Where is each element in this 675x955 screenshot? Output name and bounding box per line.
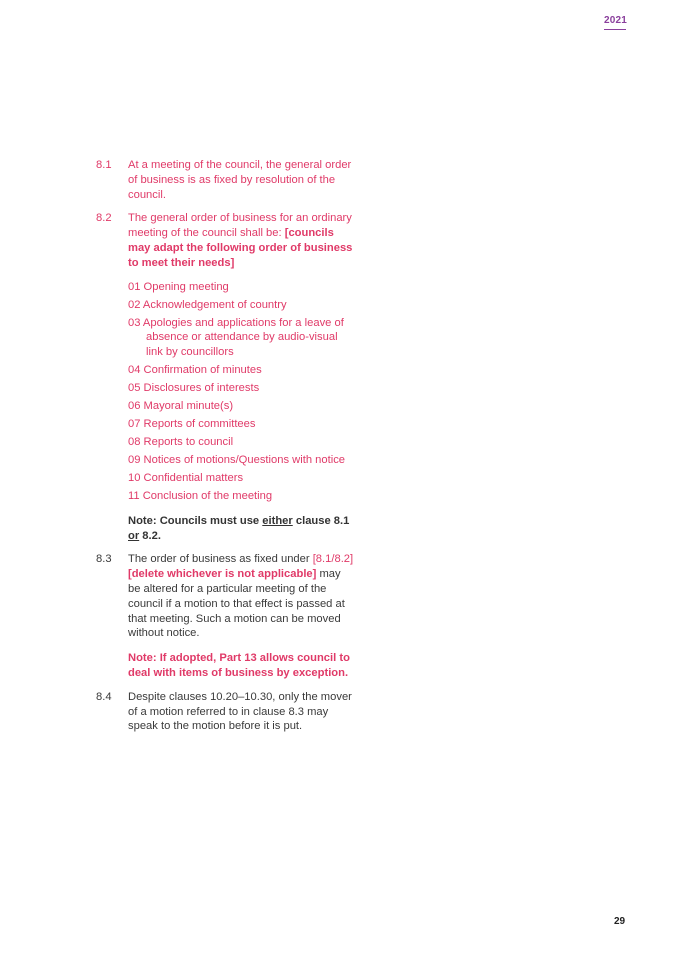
note-text: Note: Councils must use [128,514,263,527]
header-year: 2021 [604,15,628,26]
list-item: 11 Conclusion of the meeting [128,490,273,503]
clause-number: 8.1 [96,159,112,171]
note-emphasis-either: either [262,514,293,527]
clause-number: 8.3 [96,553,112,566]
clause-note: Note: If adopted, Part 13 allows council to deal with items of business by exception. [128,652,350,679]
page-number: 29 [614,916,626,927]
note-emphasis-or: or [128,529,140,542]
list-item: 07 Reports of committees [128,418,256,431]
clause-body [128,552,354,680]
list-item: 09 Notices of motions/Questions with notice [128,454,346,467]
clause-body [128,211,354,543]
clause-8-4 [96,690,366,734]
clause-8-2 [96,211,366,543]
list-item: 02 Acknowledgement of country [128,298,287,311]
clause-8-1 [96,158,366,202]
note-text: 8.2. [139,529,161,542]
order-of-business-list [128,280,354,504]
clause-reference: [8.1/8.2] [312,553,354,566]
clause-number: 8.2 [96,212,112,225]
document-body [96,158,366,743]
list-item: 10 Confidential matters [128,472,244,485]
list-item: 06 Mayoral minute(s) [128,400,234,413]
clause-note [128,514,354,544]
clause-8-3 [96,552,366,680]
clause-text-plain: The order of business as fixed under [128,553,313,566]
list-item: 05 Disclosures of interests [128,382,260,395]
clause-body [128,690,354,734]
clause-text: Despite clauses 10.20–10.30, only the mover of a motion referred to in clause 8.3 may speak to the motion before it is put. [128,690,352,733]
clause-text-plain: The general order of business for an ordinary meeting of the council shall be: [128,212,352,240]
clause-instruction: [delete whichever is not applicable] [128,568,317,581]
clause-instruction: [councils may adapt the following order of business to meet their needs] [128,227,353,269]
clause-body [128,158,354,202]
list-item: 01 Opening meeting [128,280,229,293]
clause-number: 8.4 [96,690,112,703]
list-item: 08 Reports to council [128,436,234,449]
list-item: 03 Apologies and applications for a leave of absence or attendance by audio-visual link by councillors [128,316,344,359]
clause-text-plain: may be altered for a particular meeting of the council if a motion to that effect is passed at that meeting. Such a motion can be moved without notice. [128,568,345,640]
clause-text [128,552,354,641]
note-text: clause 8.1 [292,514,350,527]
header-underline [604,29,626,30]
clause-text: At a meeting of the council, the general order of business is as fixed by resolution of the council. [128,159,352,201]
list-item: 04 Confirmation of minutes [128,364,262,377]
clause-text [128,211,354,270]
